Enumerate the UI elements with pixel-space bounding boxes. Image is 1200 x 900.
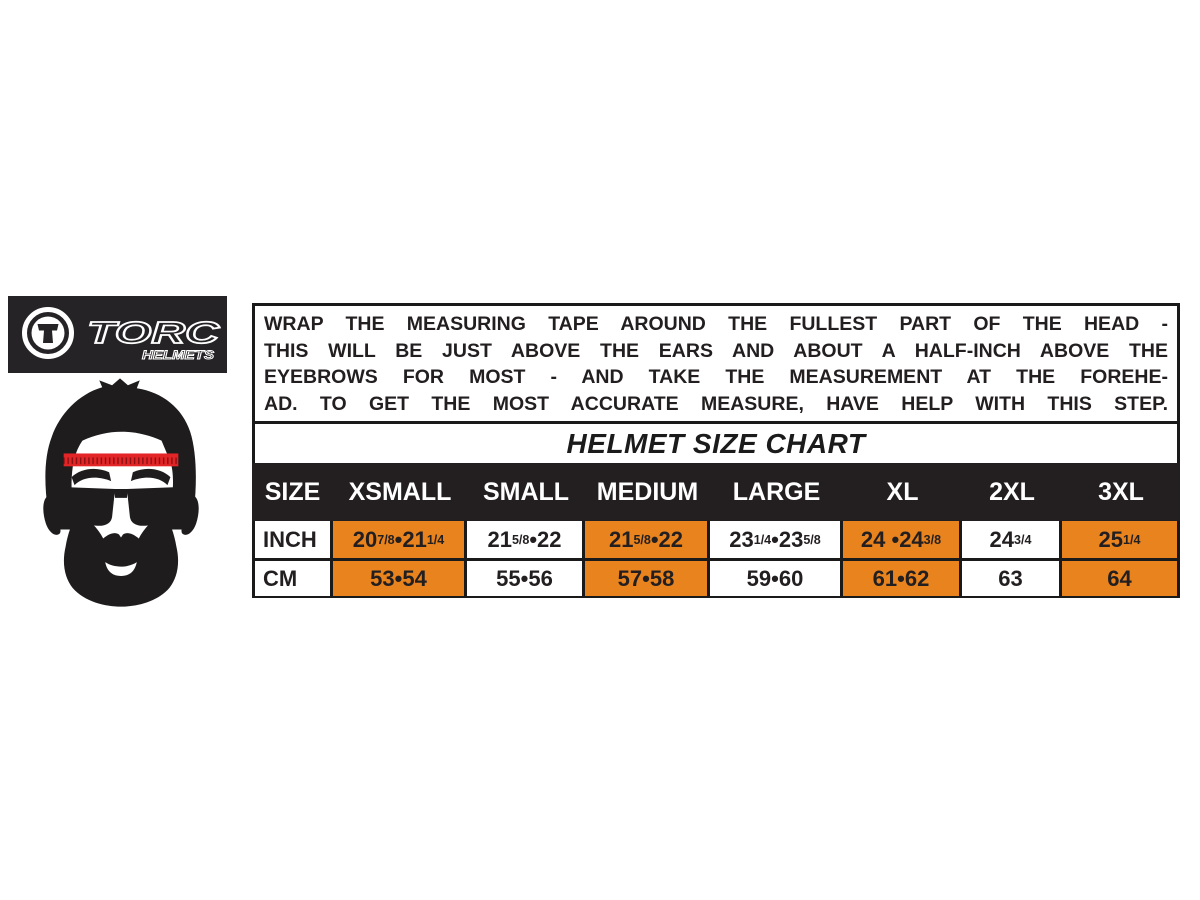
column-header-size: SIZE	[264, 477, 321, 506]
column-header-2xl: 2XL	[989, 477, 1035, 506]
inch-xl-cell: 24 •24 3/8	[843, 521, 962, 561]
column-header-xl: XL	[886, 477, 919, 506]
column-header-large: LARGE	[732, 477, 821, 506]
column-header-xsmall: XSMALL	[348, 477, 452, 506]
instruction-line-1: WRAP THE MEASURING TAPE AROUND THE FULLEST PART OF THE HEAD -	[264, 313, 1168, 335]
inch-xsmall-cell: 20 7/8 •21 1/4	[333, 521, 467, 561]
inch-row	[252, 521, 1180, 561]
logo-sub-text: HELMETS	[142, 350, 215, 362]
inch-medium-cell: 21 5/8 •22	[585, 521, 710, 561]
chart-title: HELMET SIZE CHART	[566, 427, 866, 459]
right-eyebrow	[131, 469, 171, 485]
inch-3xl-cell: 25 1/4	[1062, 521, 1180, 561]
left-eyebrow	[72, 469, 112, 485]
instruction-line-4: AD. TO GET THE MOST ACCURATE MEASURE, HAVE HELP WITH THIS STEP.	[264, 392, 1168, 415]
column-header-medium: MEDIUM	[596, 477, 699, 506]
cm-xl-cell: 61•62	[843, 561, 962, 598]
cm-large-cell: 59•60	[710, 561, 843, 598]
beard	[64, 512, 178, 607]
torc-logo	[8, 296, 227, 373]
column-header-small: SMALL	[482, 477, 570, 506]
measurement-instructions	[252, 303, 1180, 424]
column-header-3xl: 3XL	[1098, 477, 1144, 506]
inch-row-label: INCH	[252, 521, 333, 561]
cm-2xl-cell: 63	[962, 561, 1062, 598]
cm-xsmall-cell: 53•54	[333, 561, 467, 598]
cm-medium-cell: 57•58	[585, 561, 710, 598]
chart-title-band	[252, 424, 1180, 463]
size-chart-panel	[252, 303, 1180, 598]
cm-row-label: CM	[252, 561, 333, 598]
torc-logo-graphic	[8, 296, 227, 373]
cm-row	[252, 561, 1180, 598]
cm-small-cell: 55•56	[467, 561, 585, 598]
inch-2xl-cell: 24 3/4	[962, 521, 1062, 561]
measuring-tape-icon	[64, 453, 179, 466]
logo-brand-text: TORC	[87, 315, 220, 350]
cm-3xl-cell: 64	[1062, 561, 1180, 598]
torc-emblem-icon	[25, 310, 72, 357]
sunglasses-icon	[50, 487, 192, 526]
inch-large-cell: 23 1/4 •23 5/8	[710, 521, 843, 561]
inch-small-cell: 21 5/8 •22	[467, 521, 585, 561]
instruction-line-3: EYEBROWS FOR MOST - AND TAKE THE MEASUREMENT AT THE FOREHE-	[264, 366, 1168, 389]
instruction-line-2: THIS WILL BE JUST ABOVE THE EARS AND ABOUT A HALF-INCH ABOVE THE	[264, 339, 1168, 362]
head-measurement-illustration	[37, 376, 205, 608]
size-header-row	[252, 463, 1180, 521]
